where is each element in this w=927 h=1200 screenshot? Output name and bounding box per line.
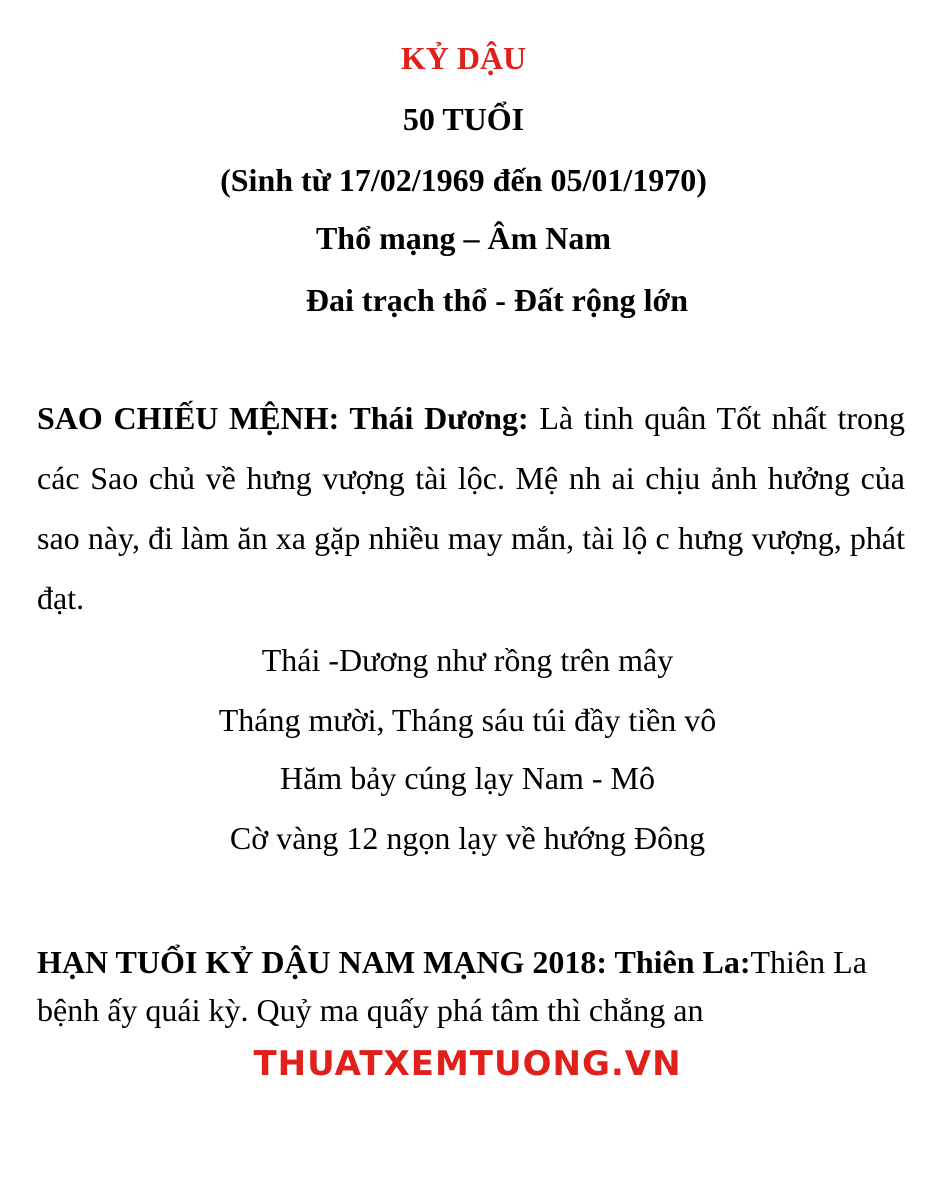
poem-line-2: Tháng mười, Tháng sáu túi đầy tiền vô	[218, 702, 717, 738]
element-gender: Thổ mạng – Âm Nam	[315, 220, 612, 256]
page-title: KỶ DẬU	[400, 40, 527, 76]
nap-am-heading: Đai trạch thổ - Đất rộng lớn	[305, 282, 689, 318]
poem-line-4: Cờ vàng 12 ngọn lạy về hướng Đông	[229, 820, 706, 856]
sao-chieu-menh-label: SAO CHIẾU MỆNH: Thái Dương:	[37, 400, 529, 436]
han-tuoi-paragraph	[37, 938, 905, 1034]
han-tuoi-text: Thiên La bệnh ấy quái kỳ. Quỷ ma quấy phá tâm thì chẳng an	[37, 944, 867, 1028]
birth-range: (Sinh từ 17/02/1969 đến 05/01/1970)	[220, 162, 707, 198]
sao-chieu-menh-text: Là tinh quân Tốt nhất trong các Sao chủ về hưng vượng tài lộc. Mệ nh ai chịu ảnh hưởng của sao này, đi làm ăn xa gặp nhiều may mắn, tài lộ c hưng vượng, phát đạt.	[37, 400, 906, 616]
site-watermark: THUATXEMTUONG.VN	[253, 1044, 682, 1084]
poem-line-1: Thái -Dương như rồng trên mây	[261, 642, 674, 678]
poem-line-3: Hăm bảy cúng lạy Nam - Mô	[279, 760, 655, 796]
age-heading: 50 TUỔI	[402, 101, 525, 137]
sao-chieu-menh-paragraph	[37, 388, 905, 628]
han-tuoi-label: HẠN TUỔI KỶ DẬU NAM MẠNG 2018: Thiên La:	[37, 944, 751, 980]
